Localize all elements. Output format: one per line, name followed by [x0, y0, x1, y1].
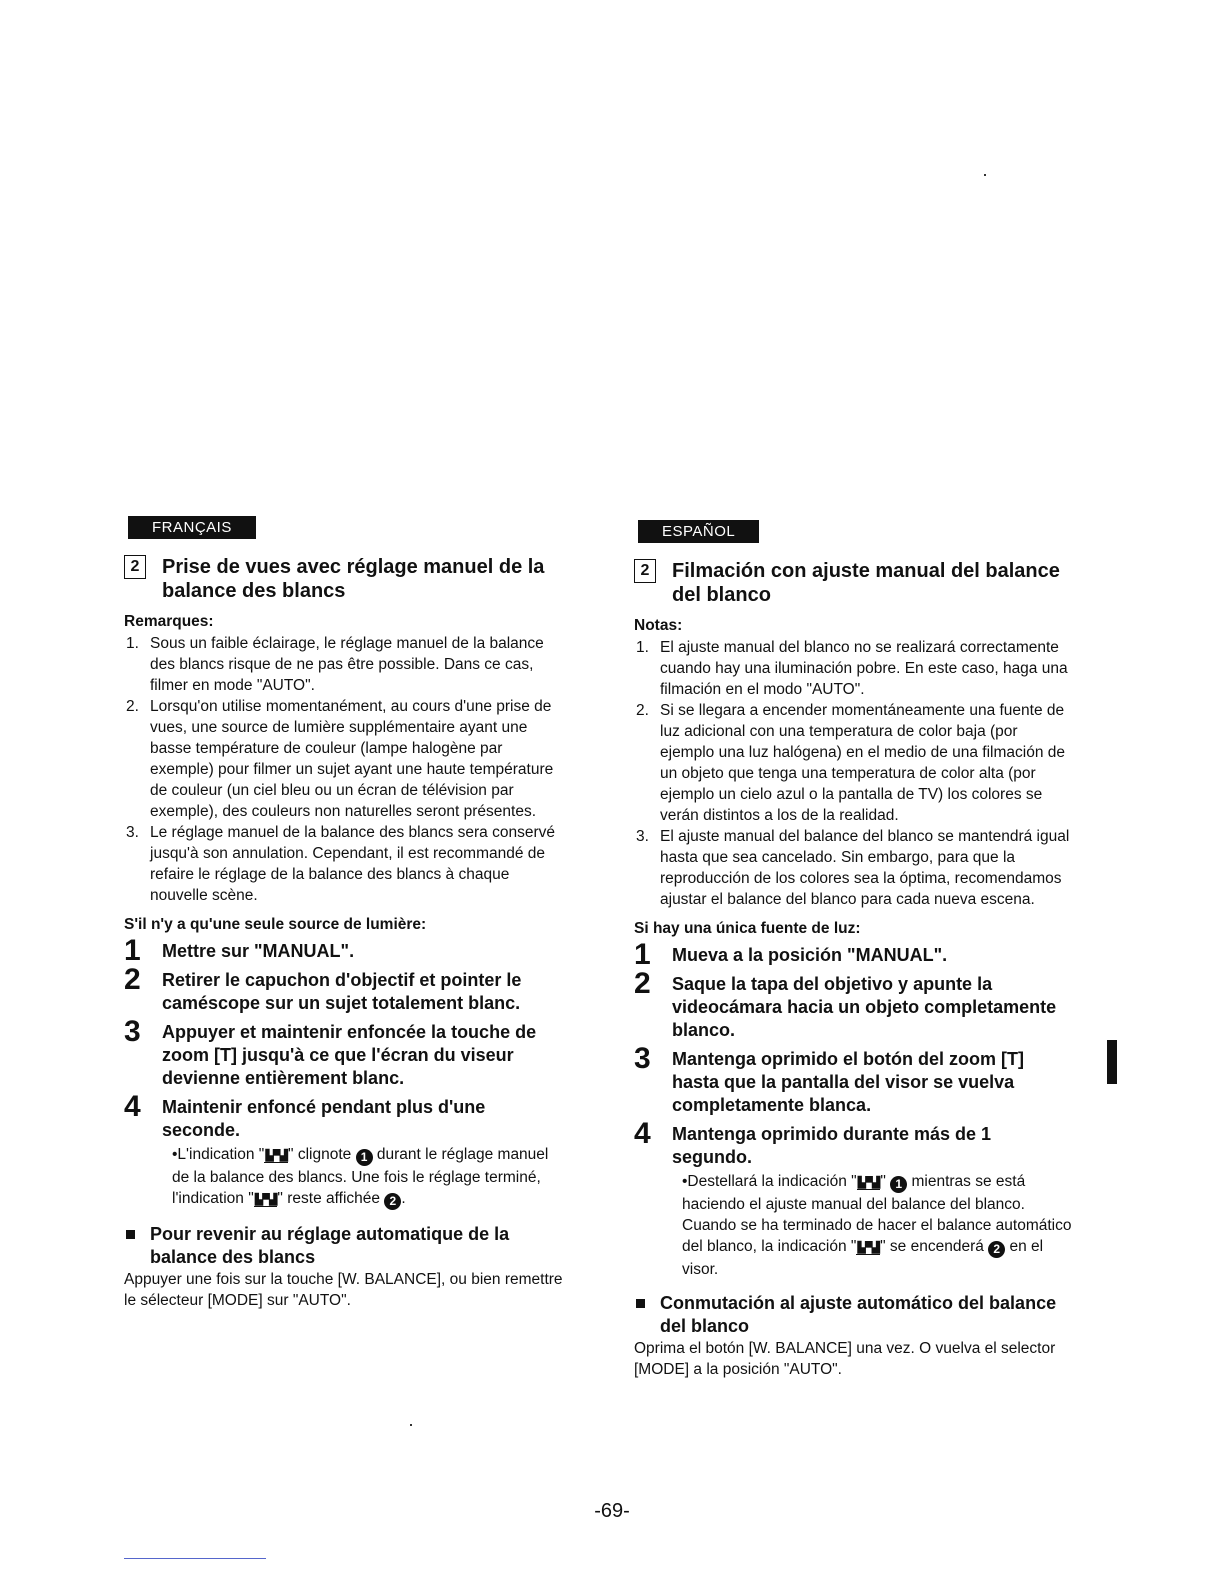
list-item: 1. Sous un faible éclairage, le réglage manuel de la balance des blancs risque de ne pas être possible. Dans ce cas, filmer en mode "AUTO". [126, 635, 544, 694]
french-notes-list [124, 633, 564, 906]
french-notes-label: Remarques: [124, 613, 214, 630]
french-step-4: 4 Maintenir enfoncé pendant plus d'une seconde. •L'indication "▙▀▟" clignote 1 durant le réglage manuel de la balance des blancs. Une fois le réglage terminé, l'indication "▙▀▟" reste affichée 2 . [124, 1096, 564, 1211]
french-section-heading [124, 555, 564, 603]
french-step-2: 2 Retirer le capuchon d'objectif et pointer le caméscope sur un sujet totalement blanc. [124, 963, 522, 1013]
spanish-single-source-label: Si hay una única fuente de luz: [634, 920, 861, 937]
french-title: Prise de vues avec réglage manuel de la balance des blancs [162, 556, 545, 602]
spanish-notes-list [634, 637, 1074, 910]
list-item: 2. Lorsqu'on utilise momentanément, au cours d'une prise de vues, une source de lumière supplémentaire ayant une basse température de couleur (lampe halogène par exemple) pour filmer un sujet ayant une haute température de couleur (un ciel bleu ou un écran de télévision par exemple), des couleurs non naturelles seront présentes. [126, 698, 554, 820]
spanish-notes-label: Notas: [634, 617, 683, 634]
edge-index-bar [1107, 1040, 1117, 1084]
french-column [124, 516, 564, 1311]
french-step4-note: •L'indication "▙▀▟" clignote 1 durant le réglage manuel de la balance des blancs. Une fois le réglage terminé, l'indication "▙▀▟" reste affichée 2 . [172, 1146, 549, 1208]
list-item: 3. El ajuste manual del balance del blanco se mantendrá igual hasta que sea cancelado. Sin embargo, para que la reproducción de los colores sea la óptima, recomendamos ajustar el balance del blanco para cada nueva escena. [636, 828, 1070, 908]
circled-two-icon: 2 [988, 1241, 1005, 1258]
scan-speck [410, 1424, 412, 1426]
list-item: 2. Si se llegara a encender momentáneamente una fuente de luz adicional con una temperatura de color baja (por ejemplo una luz halógena) en el medio de una filmación de un objeto que tenga una temperatura de color alta (por ejemplo un cielo azul o la pantalla de TV) los colores se verán distintos a los de la realidad. [636, 702, 1065, 824]
circled-one-icon: 1 [890, 1176, 907, 1193]
spanish-step-3: 3 Mantenga oprimido el botón del zoom [T] hasta que la pantalla del visor se vuelva completamente blanca. [634, 1042, 1024, 1115]
scan-speck [984, 174, 986, 176]
spanish-auto-text: Oprima el botón [W. BALANCE] una vez. O vuelva el selector [MODE] a la posición "AUTO". [634, 1340, 1056, 1378]
spanish-step4-note: •Destellará la indicación "▙▀▟" 1 mientras se está haciendo el ajuste manual del balance del blanco. Cuando se ha terminado de hacer el balance automático del blanco, la indicación "▙▀▟" se encenderá 2 en el visor. [682, 1173, 1072, 1278]
page-number: -69- [594, 1500, 630, 1522]
spanish-column [634, 520, 1074, 1380]
white-balance-icon: ▙▀▟ [265, 1150, 288, 1162]
french-auto-text: Appuyer une fois sur la touche [W. BALANCE], ou bien remettre le sélecteur [MODE] sur "AUTO". [124, 1271, 563, 1309]
french-auto-heading: Pour revenir au réglage automatique de la balance des blancs [124, 1223, 564, 1269]
spanish-step-4: 4 Mantenga oprimido durante más de 1 segundo. •Destellará la indicación "▙▀▟" 1 mientras se está haciendo el ajuste manual del balance del blanco. Cuando se ha terminado de hacer el balance automático del blanco, la indicación "▙▀▟" se encenderá 2 en el visor. [634, 1123, 1074, 1280]
square-bullet-icon [126, 1230, 135, 1239]
section-number-box: 2 [634, 559, 656, 583]
french-single-source-label: S'il n'y a qu'une seule source de lumière: [124, 916, 427, 933]
section-number-box: 2 [124, 555, 146, 579]
spanish-step-2: 2 Saque la tapa del objetivo y apunte la videocámara hacia un objeto completamente blanco. [634, 967, 1057, 1040]
french-step-1: 1 Mettre sur "MANUAL". [124, 934, 355, 967]
white-balance-icon: ▙▀▟ [857, 1242, 880, 1254]
language-tag-french: FRANÇAIS [128, 516, 256, 539]
list-item: 3. Le réglage manuel de la balance des blancs sera conservé jusqu'à son annulation. Cependant, il est recommandé de refaire le réglage de la balance des blancs à chaque nouvelle scène. [126, 824, 555, 904]
white-balance-icon: ▙▀▟ [857, 1177, 880, 1189]
french-step-3: 3 Appuyer et maintenir enfoncée la touche de zoom [T] jusqu'à ce que l'écran du viseur devienne entièrement blanc. [124, 1015, 537, 1088]
circled-one-icon: 1 [356, 1149, 373, 1166]
footer-rule [124, 1558, 266, 1559]
square-bullet-icon [636, 1299, 645, 1308]
spanish-title: Filmación con ajuste manual del balance del blanco [672, 560, 1060, 606]
spanish-auto-heading: Conmutación al ajuste automático del balance del blanco [634, 1292, 1074, 1338]
language-tag-spanish: ESPAÑOL [638, 520, 759, 543]
spanish-section-heading [634, 559, 1074, 607]
white-balance-icon: ▙▀▟ [254, 1194, 277, 1206]
circled-two-icon: 2 [384, 1193, 401, 1210]
list-item: 1. El ajuste manual del blanco no se realizará correctamente cuando hay una iluminación pobre. En este caso, haga una filmación en el modo "AUTO". [636, 639, 1068, 698]
spanish-step-1: 1 Mueva a la posición "MANUAL". [634, 938, 948, 971]
